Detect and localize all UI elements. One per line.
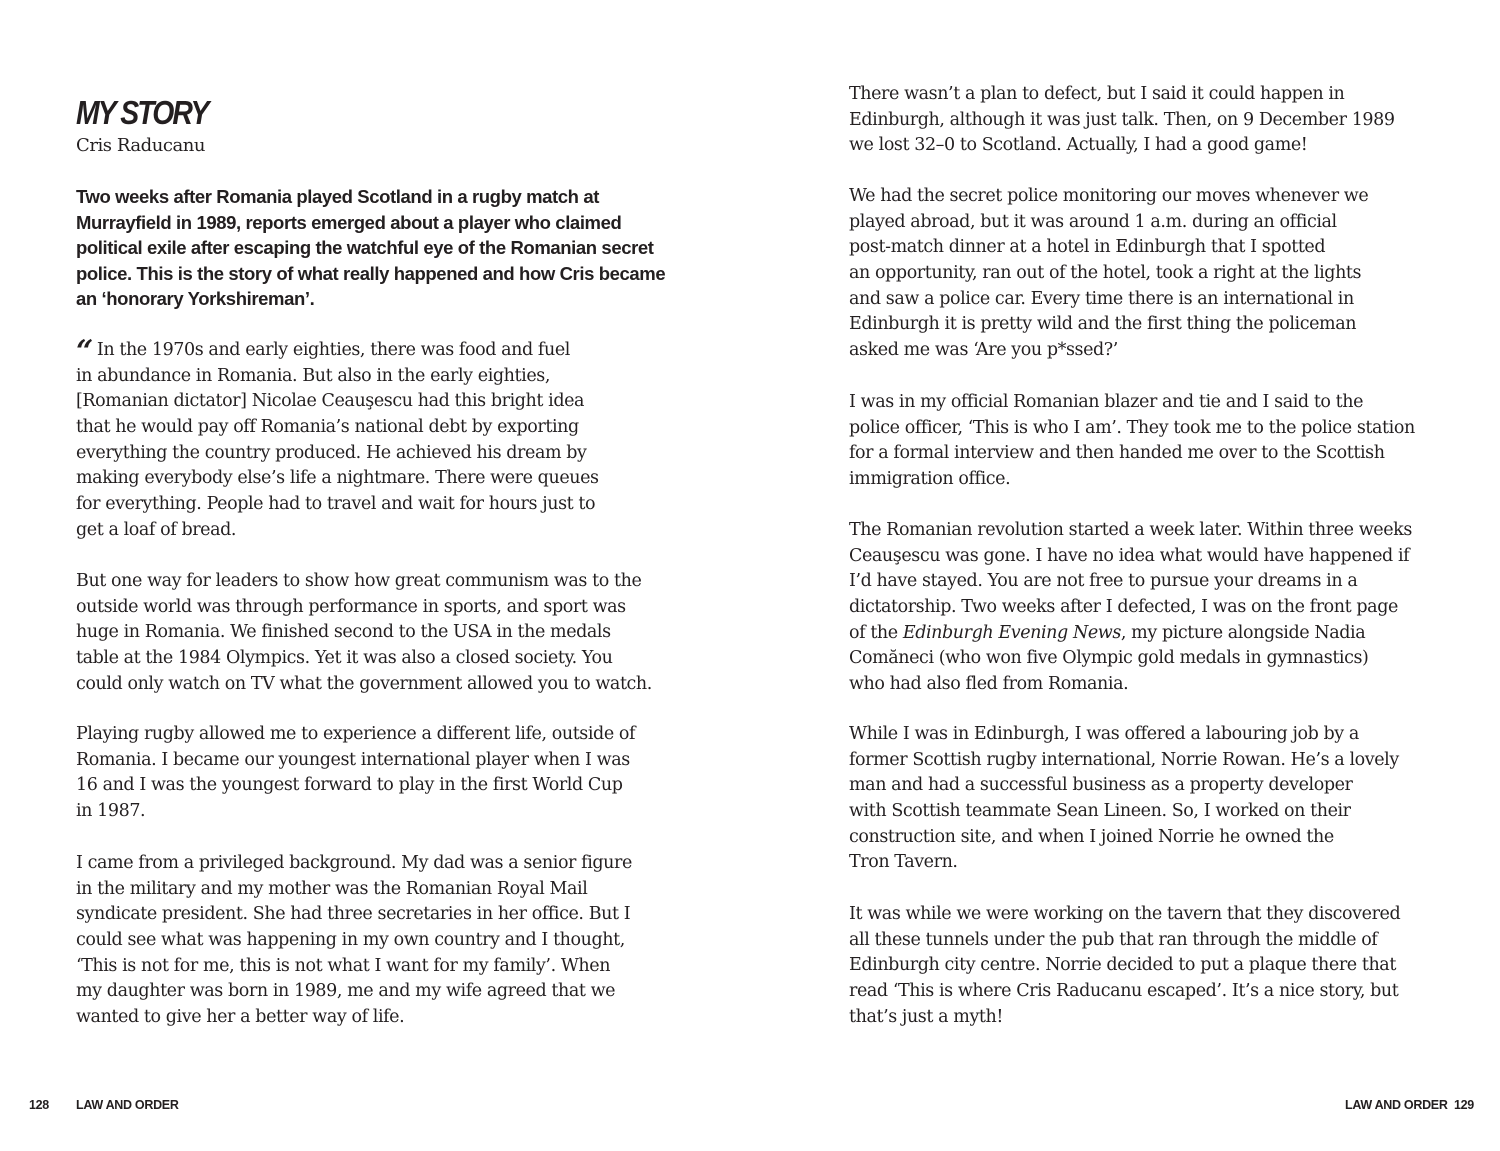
running-footer-right: LAW AND ORDER bbox=[1345, 1098, 1448, 1112]
running-footer-left: LAW AND ORDER bbox=[76, 1098, 179, 1112]
body-paragraph-7: I was in my official Romanian blazer and tie and I said to the police officer, ‘This is who I am’. They took me to the police station for a formal interview and then handed me over to the Scottish immigration office. bbox=[849, 392, 1415, 489]
author-name: Cris Raducanu bbox=[76, 135, 206, 156]
page-number-left: 128 bbox=[29, 1098, 49, 1112]
body-paragraph-2: But one way for leaders to show how great communism was to the outside world was through performance in sports, and sport was huge in Romania. We finished second to the USA in the medals table at the 1984 Olympics. Yet it was also a closed society. You could only watch on TV what the government allowed you to watch. bbox=[76, 571, 652, 694]
paragraph-text: The Romanian revolution started a week later. Within three weeks Ceauşescu was gone. I have no idea what would have happened if I’d have stayed. You are not free to pursue your dreams in a dictatorship. Two weeks after I defected, I was on the front page of the bbox=[849, 520, 1412, 643]
paragraph-text: In the 1970s and early eighties, there was food and fuel in abundance in Romania. But also in the early eighties, [Romanian dictator] Nicolae Ceauşescu had this bright idea that he would pay off Romania’s national debt by exporting everything the country produced. He achieved his dream by making everybody else’s life a nightmare. There were queues for everything. People had to travel and wait for hours just to get a loaf of bread. bbox=[76, 340, 599, 540]
body-paragraph-1 bbox=[76, 334, 599, 543]
right-page bbox=[750, 0, 1500, 1151]
page-title: MY STORY bbox=[76, 94, 208, 131]
intro-paragraph: Two weeks after Romania played Scotland in a rugby match at Murrayfield in 1989, reports emerged about a player who claimed political exile after escaping the watchful eye of the Romanian secret police. This is the story of what really happened and how Cris became an ‘honorary Yorkshireman’. bbox=[76, 186, 666, 310]
body-paragraph-9: While I was in Edinburgh, I was offered a labouring job by a former Scottish rugby international, Norrie Rowan. He’s a lovely man and had a successful business as a property developer with Scottish teammate Sean Lineen. So, I worked on their construction site, and when I joined Norrie he owned the Tron Tavern. bbox=[849, 724, 1399, 873]
page-number-right: 129 bbox=[1454, 1098, 1474, 1112]
body-paragraph-8 bbox=[849, 518, 1412, 698]
newspaper-title: Edinburgh Evening News bbox=[902, 622, 1121, 643]
body-paragraph-4: I came from a privileged background. My dad was a senior figure in the military and my mother was the Romanian Royal Mail syndicate president. She had three secretaries in her office. But I could see what was happening in my own country and I thought, ‘This is not for me, this is not what I want for my family’. When my daughter was born in 1989, me and my wife agreed that we wanted to give her a better way of life. bbox=[76, 853, 632, 1027]
body-paragraph-6: We had the secret police monitoring our moves whenever we played abroad, but it was around 1 a.m. during an official post-match dinner at a hotel in Edinburgh that I spotted an opportunity, ran out of the hotel, took a right at the lights and saw a police car. Every time there is an international in Edinburgh it is pretty wild and the first thing the policeman asked me was ‘Are you p*ssed?’ bbox=[849, 186, 1369, 360]
body-paragraph-5: There wasn’t a plan to defect, but I said it could happen in Edinburgh, although it was just talk. Then, on 9 December 1989 we lost 32–0 to Scotland. Actually, I had a good game! bbox=[849, 84, 1395, 156]
body-paragraph-3: Playing rugby allowed me to experience a different life, outside of Romania. I became our youngest international player when I was 16 and I was the youngest forward to play in the first World Cup in 1987. bbox=[76, 724, 636, 821]
paragraph-text: , my picture alongside Nadia Comăneci (who won five Olympic gold medals in gymnastics) who had also fled from Romania. bbox=[849, 622, 1369, 694]
quote-mark-icon: “ bbox=[76, 334, 93, 369]
body-paragraph-10: It was while we were working on the tavern that they discovered all these tunnels under the pub that ran through the middle of Edinburgh city centre. Norrie decided to put a plaque there that read ‘This is where Cris Raducanu escaped’. It’s a nice story, but that’s just a myth! bbox=[849, 904, 1401, 1027]
